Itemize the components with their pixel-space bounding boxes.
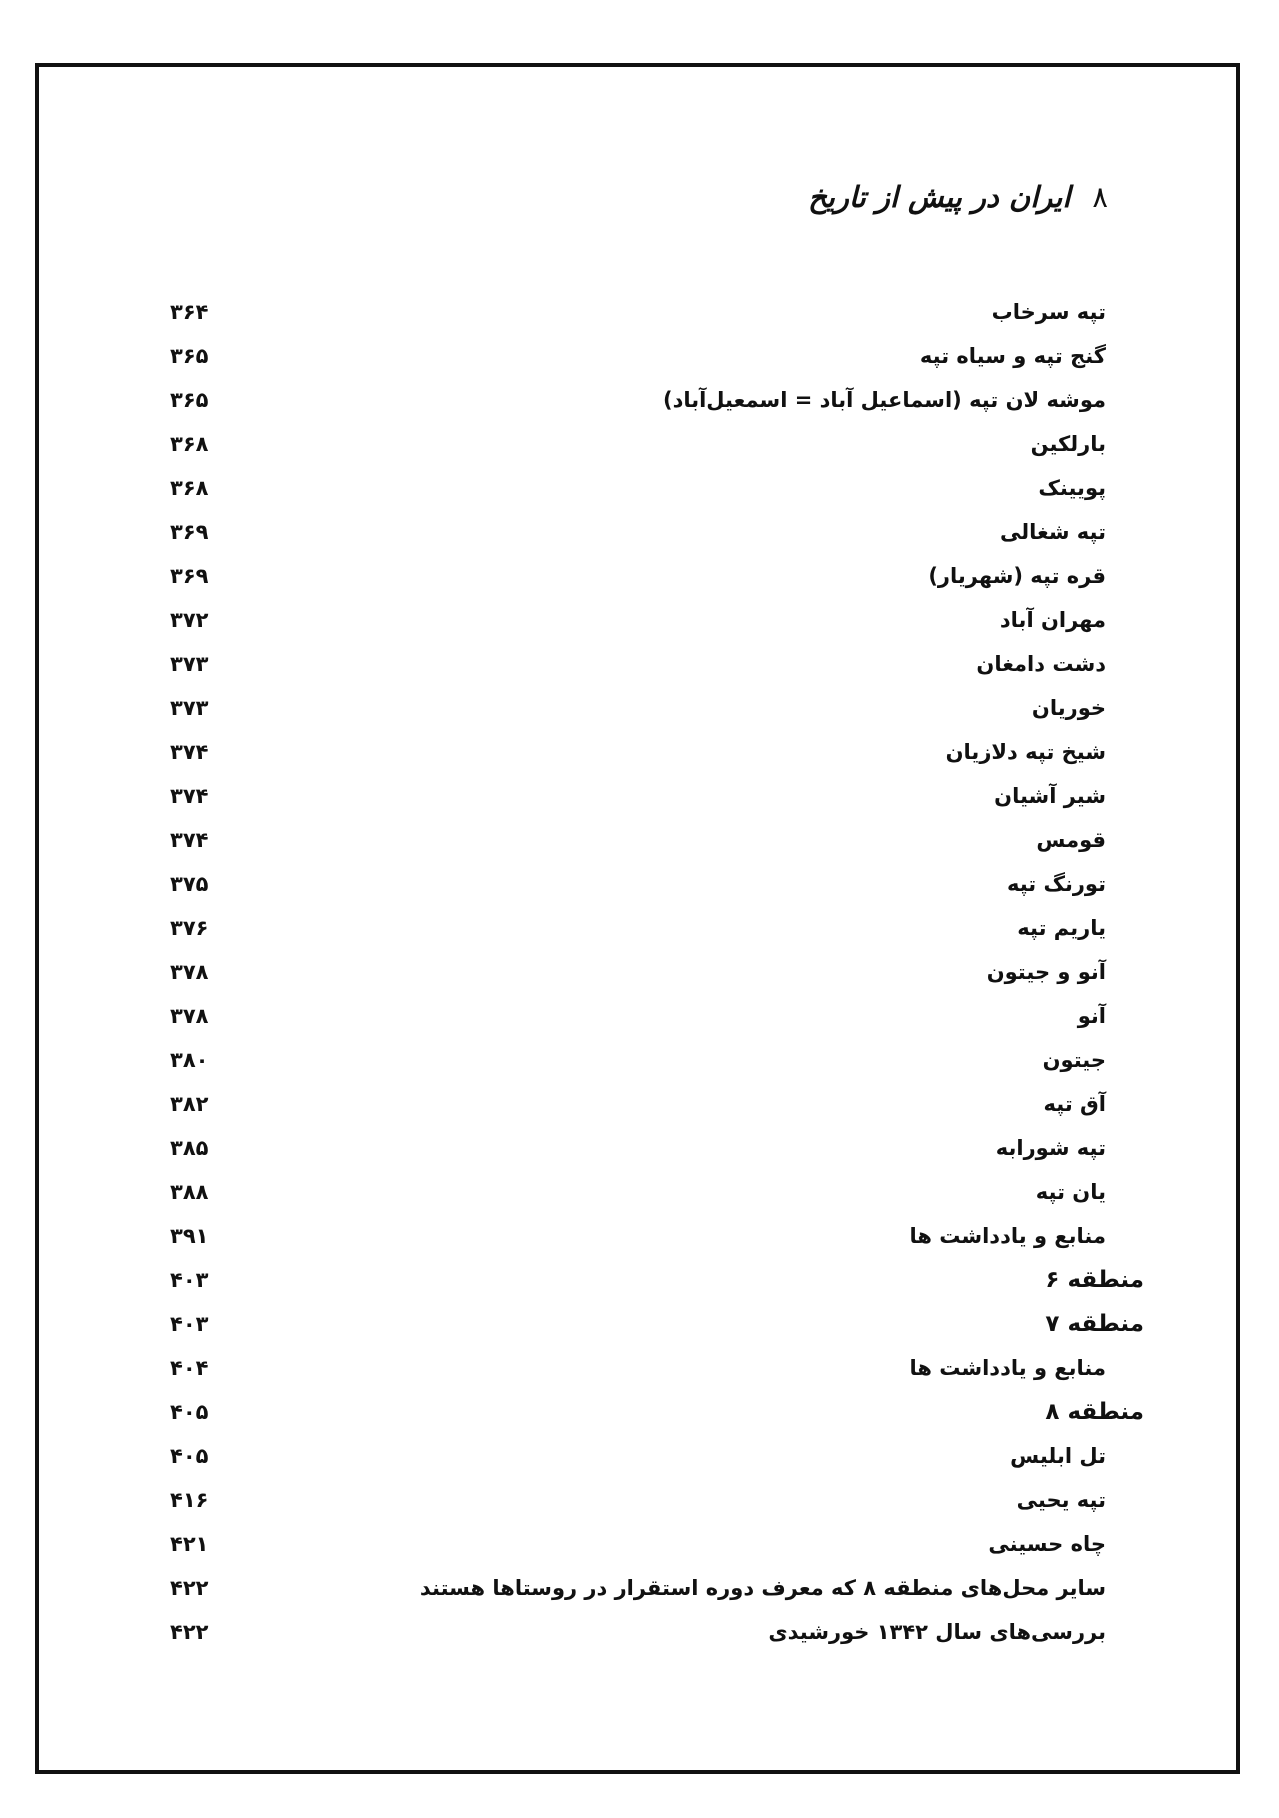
toc-entry-title: یان تپه [1035,1180,1106,1204]
toc-entry-page-number: ۳۶۹ [170,520,209,544]
toc-entry-page-number: ۴۰۳ [170,1268,209,1292]
toc-entry-page-number: ۳۷۳ [170,652,209,676]
toc-entry-title: جیتون [1042,1048,1106,1072]
toc-entry-page-number: ۳۷۴ [170,784,209,808]
toc-entry-title: منطقه ۷ [1045,1311,1144,1337]
toc-entry-row [170,510,1149,554]
toc-entry-page-number: ۴۰۳ [170,1312,209,1336]
toc-entry-row [170,1214,1149,1258]
table-of-contents [170,290,1149,1654]
toc-entry-row [170,1038,1149,1082]
toc-entry-row [170,730,1149,774]
header-page-number: ۸ [1092,180,1108,214]
toc-section-row [170,1390,1149,1434]
toc-entry-row [170,1566,1149,1610]
toc-entry-title: منطقه ۶ [1045,1267,1144,1293]
toc-entry-title: موشه لان تپه (اسماعیل آباد = اسمعیل‌آباد) [662,388,1106,412]
toc-entry-page-number: ۳۷۸ [170,960,209,984]
toc-entry-page-number: ۳۷۸ [170,1004,209,1028]
toc-entry-title: مهران آباد [999,608,1106,632]
toc-entry-page-number: ۳۷۵ [170,872,209,896]
toc-entry-row [170,466,1149,510]
toc-entry-title: شیخ تپه دلازیان [945,740,1106,764]
toc-entry-row [170,334,1149,378]
toc-entry-title: آنو و جیتون [986,960,1106,984]
toc-entry-page-number: ۴۰۵ [170,1444,209,1468]
toc-entry-page-number: ۳۶۸ [170,432,209,456]
toc-entry-page-number: ۳۷۶ [170,916,209,940]
toc-entry-row [170,774,1149,818]
toc-entry-page-number: ۴۲۲ [170,1620,209,1644]
toc-entry-title: خوریان [1031,696,1106,720]
toc-entry-title: پویینک [1038,476,1106,500]
toc-entry-title: بررسی‌های سال ۱۳۴۲ خورشیدی [768,1620,1106,1644]
toc-entry-row [170,950,1149,994]
toc-entry-title: تپه یحیی [1016,1488,1106,1512]
toc-entry-title: قومس [1036,828,1106,852]
toc-entry-row [170,554,1149,598]
toc-entry-row [170,1126,1149,1170]
toc-entry-title: تپه شورابه [995,1136,1106,1160]
toc-entry-row [170,378,1149,422]
toc-entry-row [170,1082,1149,1126]
toc-entry-page-number: ۳۸۲ [170,1092,209,1116]
header-book-title: ایران در پیش از تاریخ [808,180,1071,214]
toc-entry-title: منطقه ۸ [1045,1399,1144,1425]
toc-entry-page-number: ۳۶۸ [170,476,209,500]
toc-entry-row [170,1522,1149,1566]
toc-entry-page-number: ۳۷۳ [170,696,209,720]
toc-entry-row [170,422,1149,466]
toc-section-row [170,1302,1149,1346]
toc-entry-page-number: ۴۰۵ [170,1400,209,1424]
toc-entry-title: گنج تپه و سیاه تپه [919,344,1106,368]
toc-entry-page-number: ۳۶۵ [170,388,209,412]
toc-entry-row [170,994,1149,1038]
toc-entry-page-number: ۳۷۲ [170,608,209,632]
toc-entry-page-number: ۴۲۲ [170,1576,209,1600]
toc-entry-page-number: ۴۱۶ [170,1488,209,1512]
toc-entry-page-number: ۳۸۵ [170,1136,209,1160]
toc-entry-row [170,290,1149,334]
toc-entry-page-number: ۳۸۰ [170,1048,209,1072]
toc-entry-title: تل ابلیس [1010,1444,1106,1468]
toc-entry-title: آنو [1077,1004,1106,1028]
toc-entry-title: منابع و یادداشت ها [909,1356,1106,1380]
toc-entry-page-number: ۴۲۱ [170,1532,209,1556]
toc-entry-title: منابع و یادداشت ها [909,1224,1106,1248]
toc-entry-page-number: ۳۶۵ [170,344,209,368]
toc-entry-page-number: ۳۸۸ [170,1180,209,1204]
toc-entry-title: تورنگ تپه [1006,872,1106,896]
toc-entry-title: سایر محل‌های منطقه ۸ که معرف دوره استقرار در روستاها هستند [419,1576,1106,1600]
toc-entry-row [170,598,1149,642]
toc-entry-title: تپه سرخاب [991,300,1106,324]
toc-entry-row [170,1346,1149,1390]
toc-entry-page-number: ۳۶۴ [170,300,209,324]
toc-entry-row [170,686,1149,730]
toc-entry-row [170,642,1149,686]
toc-entry-title: دشت دامغان [976,652,1106,676]
toc-entry-page-number: ۳۷۴ [170,740,209,764]
toc-entry-page-number: ۳۹۱ [170,1224,209,1248]
toc-entry-page-number: ۴۰۴ [170,1356,209,1380]
toc-entry-page-number: ۳۷۴ [170,828,209,852]
toc-entry-row [170,1610,1149,1654]
toc-entry-title: یاریم تپه [1017,916,1106,940]
toc-entry-title: تپه شغالی [999,520,1106,544]
running-header [808,180,1108,214]
toc-entry-title: چاه حسینی [988,1532,1106,1556]
toc-entry-title: آق تپه [1043,1092,1106,1116]
toc-section-row [170,1258,1149,1302]
toc-entry-title: شیر آشیان [994,784,1106,808]
toc-entry-title: بارلکین [1030,432,1106,456]
toc-entry-row [170,1434,1149,1478]
toc-entry-title: قره تپه (شهریار) [928,564,1106,588]
toc-entry-row [170,818,1149,862]
toc-entry-row [170,1478,1149,1522]
toc-entry-row [170,862,1149,906]
toc-entry-row [170,1170,1149,1214]
toc-entry-row [170,906,1149,950]
toc-entry-page-number: ۳۶۹ [170,564,209,588]
